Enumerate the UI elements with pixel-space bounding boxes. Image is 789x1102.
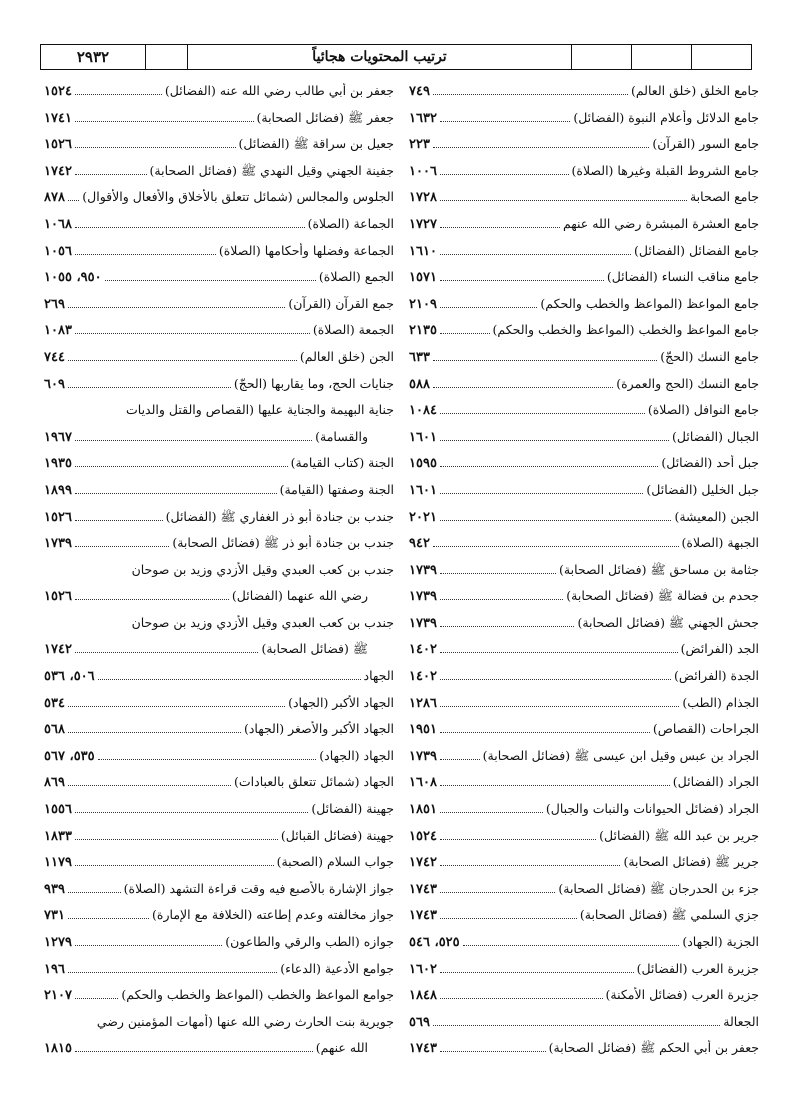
entry-page-number: ١٧٢٧ <box>409 216 437 232</box>
index-entry <box>44 105 394 132</box>
dot-leader <box>440 599 563 600</box>
index-entry <box>44 583 394 610</box>
entry-page-number: ٩٤٢ <box>409 536 430 552</box>
entry-title: الجهاد (شمائل تتعلق بالعبادات) <box>234 774 394 790</box>
entry-page-number: ١٦٣٢ <box>409 110 437 126</box>
index-entry <box>409 1009 759 1036</box>
dot-leader <box>75 652 259 653</box>
entry-page-number: ١٠٨٤ <box>409 403 437 419</box>
dot-leader <box>440 573 556 574</box>
entry-title: جزيرة العرب (فضائل الأمكنة) <box>605 987 759 1003</box>
dot-leader <box>440 121 570 122</box>
index-entry <box>409 264 759 291</box>
entry-page-number: ١٦٠١ <box>409 482 437 498</box>
entry-title: جامع السور (القرآن) <box>652 136 759 152</box>
dot-leader <box>440 254 631 255</box>
index-entry <box>44 264 394 291</box>
entry-title: جامع الشروط القبلة وغيرها (الصلاة) <box>571 162 759 178</box>
index-entry <box>409 690 759 717</box>
dot-leader <box>440 493 643 494</box>
header-cell-blank <box>691 45 751 69</box>
dot-leader <box>68 732 241 733</box>
index-entry <box>409 504 759 531</box>
index-entry <box>44 238 394 265</box>
header-cell-blank <box>631 45 691 69</box>
entry-title: جامع المواعظ والخطب (المواعظ والخطب والحكم) <box>492 322 759 338</box>
dot-leader <box>75 945 222 946</box>
dot-leader <box>440 812 543 813</box>
entry-title: الجماعة (الصلاة) <box>307 215 394 231</box>
entry-page-number: ١٥٢٦ <box>44 509 72 525</box>
entry-title: جامع المواعظ (المواعظ والخطب والحكم) <box>540 295 759 311</box>
index-entry <box>409 956 759 983</box>
entry-title: الجلوس والمجالس (شمائل تتعلق بالأخلاق والأفعال والأقوال) <box>82 189 394 205</box>
entry-title: جزيرة العرب (الفضائل) <box>636 960 759 976</box>
index-entry <box>409 796 759 823</box>
entry-title: الجذام (الطب) <box>682 694 759 710</box>
entry-title: الجبال (الفضائل) <box>672 428 759 444</box>
index-entry <box>409 557 759 584</box>
dot-leader <box>68 785 231 786</box>
entry-title: الجبن (المعيشة) <box>674 508 759 524</box>
entry-title: الجراد بن عبس وقيل ابن عيسى ﷺ (فضائل الصحابة) <box>482 747 759 763</box>
index-entry <box>409 105 759 132</box>
index-entry <box>44 397 394 424</box>
entry-page-number: ١٨٣٣ <box>44 828 72 844</box>
index-entry <box>44 876 394 903</box>
dot-leader <box>440 333 490 334</box>
index-entry <box>409 849 759 876</box>
entry-title: جندب بن كعب العبدي وقيل الأزدي وزيد بن صوحان <box>131 561 394 577</box>
dot-leader <box>440 520 672 521</box>
dot-leader <box>440 280 604 281</box>
entry-page-number: ١٧٤٣ <box>409 881 437 897</box>
dot-leader <box>440 892 555 893</box>
dot-leader <box>75 812 308 813</box>
entry-page-number: ٢٠٢١ <box>409 509 437 525</box>
index-entry <box>44 716 394 743</box>
entry-page-number: ١٥٢٤ <box>409 828 437 844</box>
entry-title: جبل أحد (الفضائل) <box>661 455 759 471</box>
dot-leader <box>433 94 628 95</box>
entry-page-number: ١٠٥٦ <box>44 243 72 259</box>
index-entry <box>44 743 394 770</box>
dot-leader <box>440 440 669 441</box>
index-entry <box>44 796 394 823</box>
index-entry <box>44 690 394 717</box>
index-entry <box>409 424 759 451</box>
dot-leader <box>440 759 480 760</box>
dot-leader <box>68 307 285 308</box>
entry-page-number: ١٧٤٣ <box>409 908 437 924</box>
entry-page-number: ١٩٥١ <box>409 722 437 738</box>
entry-page-number: ١٧٣٩ <box>409 562 437 578</box>
dot-leader <box>68 892 121 893</box>
index-column-right <box>409 78 759 1062</box>
entry-title: الجهاد (الجهاد) <box>319 747 394 763</box>
entry-page-number: ٢٦٩ <box>44 296 65 312</box>
entry-page-number: ١٧٣٩ <box>409 748 437 764</box>
entry-page-number: ١٦١٠ <box>409 243 437 259</box>
dot-leader <box>440 307 537 308</box>
dot-leader <box>75 546 169 547</box>
dot-leader <box>105 280 316 281</box>
index-entry <box>44 504 394 531</box>
entry-page-number: ٧٤٩ <box>409 84 430 99</box>
index-entry <box>44 158 394 185</box>
entry-page-number: ١٤٠٢ <box>409 669 437 685</box>
index-entry <box>409 344 759 371</box>
entry-title: الجراد (فضائل الحيوانات والنبات والجبال) <box>545 801 759 817</box>
entry-page-number: ١٧٤٢ <box>409 855 437 871</box>
entry-title: الجنة (كتاب القيامة) <box>290 455 394 471</box>
entry-title: الجمعة (الصلاة) <box>312 322 394 338</box>
entry-title: الجدة (الفرائض) <box>674 668 759 684</box>
index-entry <box>409 131 759 158</box>
entry-title: ﷺ (فضائل الصحابة) <box>261 641 368 657</box>
index-entry <box>409 1035 759 1062</box>
dot-leader <box>440 785 670 786</box>
dot-leader <box>68 706 285 707</box>
entry-page-number: ٧٣١ <box>44 908 65 924</box>
dot-leader <box>440 413 645 414</box>
dot-leader <box>440 1051 546 1052</box>
entry-page-number: ٩٣٩ <box>44 881 65 897</box>
index-entry <box>44 902 394 929</box>
entry-title: جزء بن الحدرجان ﷺ (فضائل الصحابة) <box>558 880 759 896</box>
dot-leader <box>75 440 312 441</box>
entry-page-number: ١١٧٩ <box>44 855 72 871</box>
dot-leader <box>440 652 678 653</box>
entry-page-number: ٥٨٨ <box>409 376 430 392</box>
index-entry <box>44 1035 394 1062</box>
index-entry <box>44 663 394 690</box>
entry-title: جويرية بنت الحارث رضي الله عنها (أمهات المؤمنين رضي <box>96 1013 394 1029</box>
entry-page-number: ١٧٤١ <box>44 110 72 126</box>
dot-leader <box>75 174 147 175</box>
index-entry <box>44 291 394 318</box>
entry-page-number: ١٧٣٩ <box>409 615 437 631</box>
dot-leader <box>440 972 634 973</box>
entry-page-number: ٥٠٦، ٥٣٦ <box>44 669 95 685</box>
dot-leader <box>75 839 278 840</box>
entry-title: جواب السلام (الصحبة) <box>276 854 394 870</box>
index-entry <box>44 823 394 850</box>
dot-leader <box>433 387 613 388</box>
entry-title: جحدم بن فضالة ﷺ (فضائل الصحابة) <box>566 588 759 604</box>
index-entry <box>44 424 394 451</box>
index-entry <box>44 557 394 584</box>
index-entry <box>44 78 394 105</box>
index-entry <box>409 769 759 796</box>
entry-title: جرير ﷺ (فضائل الصحابة) <box>623 854 759 870</box>
entry-title: جواز الإشارة بالأصبع فيه وقت قراءة التشهد (الصلاة) <box>123 880 394 896</box>
dot-leader <box>75 520 163 521</box>
dot-leader <box>440 679 671 680</box>
dot-leader <box>75 121 254 122</box>
index-entry <box>409 450 759 477</box>
entry-title: جامع مناقب النساء (الفضائل) <box>606 269 759 285</box>
entry-title: الجراحات (القصاص) <box>652 721 759 737</box>
index-entry <box>409 78 759 105</box>
entry-title: جوامع الأدعية (الدعاء) <box>280 960 394 976</box>
entry-page-number: ١٢٨٦ <box>409 695 437 711</box>
entry-title: جندب بن جنادة أبو ذر ﷺ (فضائل الصحابة) <box>172 535 394 551</box>
dot-leader <box>75 493 277 494</box>
index-column-left <box>44 78 394 1062</box>
entry-title: جندب بن كعب العبدي وقيل الأزدي وزيد بن صوحان <box>131 614 394 630</box>
entry-title: جعفر بن أبي الحكم ﷺ (فضائل الصحابة) <box>548 1040 759 1056</box>
entry-title: جنايات الحج، وما يقاربها (الحجّ) <box>233 375 394 391</box>
entry-page-number: ٥٣٥، ٥٦٧ <box>44 748 95 764</box>
dot-leader <box>68 918 149 919</box>
entry-page-number: ١٠٠٦ <box>409 163 437 179</box>
dot-leader <box>75 94 162 95</box>
entry-title: جثامة بن مساحق ﷺ (فضائل الصحابة) <box>559 561 759 577</box>
index-entry <box>44 769 394 796</box>
entry-page-number: ٥٦٩ <box>409 1014 430 1030</box>
index-entry <box>409 211 759 238</box>
entry-title: الجهاد الأكبر والأصغر (الجهاد) <box>243 721 394 737</box>
entry-title: جندب بن جنادة أبو ذر الغفاري ﷺ (الفضائل) <box>165 508 394 524</box>
entry-title: جزي السلمي ﷺ (فضائل الصحابة) <box>579 907 759 923</box>
entry-page-number: ١٧٤٢ <box>44 642 72 658</box>
header-cell-blank <box>145 45 187 69</box>
entry-page-number: ١٦٠١ <box>409 429 437 445</box>
entry-page-number: ٧٤٤ <box>44 349 65 365</box>
dot-leader <box>440 626 575 627</box>
index-entry <box>409 716 759 743</box>
index-entry <box>409 158 759 185</box>
dot-leader <box>433 546 679 547</box>
dot-leader <box>75 865 274 866</box>
entry-title: الجمع (الصلاة) <box>318 269 394 285</box>
dot-leader <box>440 918 577 919</box>
entry-page-number: ٦٣٣ <box>409 349 430 365</box>
page-number: ٢٩٣٢ <box>76 48 110 66</box>
entry-page-number: ٢١٠٧ <box>44 988 72 1004</box>
entry-page-number: ١٦٠٢ <box>409 961 437 977</box>
entry-title: جامع الخلق (خلق العالم) <box>630 83 759 98</box>
entry-title: جامع العشرة المبشرة رضي الله عنهم <box>562 215 759 231</box>
entry-page-number: ٥٣٤ <box>44 695 65 711</box>
dot-leader <box>433 147 649 148</box>
dot-leader <box>75 227 305 228</box>
index-entry <box>44 849 394 876</box>
entry-page-number: ٢١٠٩ <box>409 296 437 312</box>
entry-title: الجبهة (الصلاة) <box>681 535 759 551</box>
entry-page-number: ١٨١٥ <box>44 1041 72 1057</box>
index-entry <box>409 902 759 929</box>
dot-leader <box>98 679 361 680</box>
dot-leader <box>433 1025 720 1026</box>
dot-leader <box>440 227 560 228</box>
dot-leader <box>75 254 216 255</box>
entry-page-number: ١٦٠٨ <box>409 775 437 791</box>
dot-leader <box>68 360 297 361</box>
entry-page-number: ١٩٦ <box>44 961 65 977</box>
index-entry <box>409 291 759 318</box>
entry-title: جامع النسك (الحج والعمرة) <box>616 375 759 391</box>
entry-title: والقسامة) <box>315 428 368 444</box>
entry-page-number: ١٧٢٨ <box>409 190 437 206</box>
dot-leader <box>440 466 658 467</box>
index-entry <box>409 371 759 398</box>
entry-page-number: ١٠٨٣ <box>44 323 72 339</box>
entry-title: جمع القرآن (القرآن) <box>288 295 394 311</box>
index-entry <box>409 238 759 265</box>
entry-page-number: ١٨٩٩ <box>44 482 72 498</box>
entry-page-number: ١٩٣٥ <box>44 456 72 472</box>
index-entry <box>409 583 759 610</box>
entry-title: الجماعة وفضلها وأحكامها (الصلاة) <box>218 242 394 258</box>
entry-title: جامع النوافل (الصلاة) <box>647 402 759 418</box>
entry-title: الجهاد الأكبر (الجهاد) <box>288 694 394 710</box>
index-entry <box>409 663 759 690</box>
entry-title: جبل الخليل (الفضائل) <box>646 481 759 497</box>
index-entry <box>409 397 759 424</box>
entry-page-number: ١٤٠٢ <box>409 642 437 658</box>
entry-title: الجزية (الجهاد) <box>682 934 759 949</box>
header-cell-blank <box>571 45 631 69</box>
entry-page-number: ١٧٤٢ <box>44 163 72 179</box>
dot-leader <box>75 998 118 999</box>
entry-title: جعفر ﷺ (فضائل الصحابة) <box>256 109 394 125</box>
dot-leader <box>440 732 650 733</box>
index-entry <box>44 929 394 956</box>
index-entry <box>409 876 759 903</box>
index-entry <box>44 1009 394 1036</box>
entry-page-number: ١٨٥١ <box>409 802 437 818</box>
index-entry <box>44 371 394 398</box>
dot-leader <box>440 998 603 999</box>
dot-leader <box>68 972 277 973</box>
entry-title: رضي الله عنهما (الفضائل) <box>231 588 368 604</box>
entry-title: جواز مخالفته وعدم إطاعته (الخلافة مع الإمارة) <box>152 907 394 923</box>
dot-leader <box>68 200 79 201</box>
index-entry <box>409 929 759 956</box>
entry-title: جامع النسك (الحجّ) <box>660 348 759 364</box>
entry-title: الجراد (الفضائل) <box>672 774 759 790</box>
index-entry <box>409 636 759 663</box>
dot-leader <box>463 945 680 946</box>
entry-page-number: ١٥٢٦ <box>44 137 72 153</box>
entry-page-number: ١٠٦٨ <box>44 216 72 232</box>
entry-title: جوامع المواعظ والخطب (المواعظ والخطب والحكم) <box>121 987 394 1003</box>
dot-leader <box>440 200 687 201</box>
dot-leader <box>440 839 596 840</box>
index-entry <box>409 610 759 637</box>
entry-page-number: ٢٢٣ <box>409 137 430 153</box>
entry-page-number: ٥٦٨ <box>44 722 65 738</box>
index-entry <box>409 477 759 504</box>
entry-title: جامع الفضائل (الفضائل) <box>634 242 759 258</box>
entry-title: جحش الجهني ﷺ (فضائل الصحابة) <box>577 614 759 630</box>
entry-page-number: ١٥٩٥ <box>409 456 437 472</box>
index-entry <box>44 450 394 477</box>
dot-leader <box>75 1051 313 1052</box>
entry-title: جامع الصحابة <box>689 189 759 205</box>
entry-title: جهينة (الفضائل) <box>311 801 394 817</box>
dot-leader <box>440 865 621 866</box>
entry-title: الجعالة <box>723 1013 759 1029</box>
entry-title: جعفر بن أبي طالب رضي الله عنه (الفضائل) <box>164 83 394 98</box>
entry-page-number: ١٧٣٩ <box>44 536 72 552</box>
dot-leader <box>98 759 317 760</box>
entry-page-number: ٨٦٩ <box>44 775 65 791</box>
index-entry <box>409 317 759 344</box>
index-entry <box>44 636 394 663</box>
dot-leader <box>440 174 569 175</box>
entry-title: جعيل بن سراقة ﷺ (الفضائل) <box>238 136 394 152</box>
index-entry <box>409 530 759 557</box>
page-header <box>40 44 752 70</box>
index-entry <box>44 211 394 238</box>
entry-page-number: ١٨٤٨ <box>409 988 437 1004</box>
index-entry <box>44 317 394 344</box>
index-entry <box>409 184 759 211</box>
entry-title: جفينة الجهني وقيل النهدي ﷺ (فضائل الصحابة) <box>149 162 394 178</box>
index-entry <box>44 956 394 983</box>
entry-title: الله عنهم) <box>315 1040 368 1056</box>
entry-title: الجنة وصفتها (القيامة) <box>279 481 394 497</box>
index-entry <box>44 530 394 557</box>
entry-page-number: ٦٠٩ <box>44 376 65 392</box>
index-entry <box>44 477 394 504</box>
dot-leader <box>75 599 229 600</box>
entry-page-number: ١٥٧١ <box>409 270 437 286</box>
entry-page-number: ١٥٢٤ <box>44 84 72 99</box>
entry-page-number: ٨٧٨ <box>44 190 65 206</box>
entry-page-number: ١٩٦٧ <box>44 429 72 445</box>
page-title: ترتيب المحتويات هجائياً <box>187 45 571 69</box>
entry-page-number: ١٧٣٩ <box>409 589 437 605</box>
dot-leader <box>75 147 236 148</box>
index-entry <box>44 184 394 211</box>
entry-page-number: ٢١٣٥ <box>409 323 437 339</box>
index-entry <box>409 743 759 770</box>
dot-leader <box>68 387 231 388</box>
index-entry <box>44 344 394 371</box>
entry-title: جناية البهيمة والجناية عليها (القصاص والقتل والديات <box>126 402 394 418</box>
index-entry <box>409 982 759 1009</box>
entry-title: جهينة (فضائل القبائل) <box>280 827 394 843</box>
entry-title: جرير بن عبد الله ﷺ (الفضائل) <box>599 827 759 843</box>
index-entry <box>44 982 394 1009</box>
dot-leader <box>440 706 679 707</box>
entry-title: الجهاد <box>363 668 394 684</box>
entry-page-number: ١٥٢٦ <box>44 589 72 605</box>
entry-page-number: ٩٥٠، ١٠٥٥ <box>44 270 102 286</box>
entry-title: الجد (الفرائض) <box>680 641 759 657</box>
dot-leader <box>433 360 657 361</box>
entry-page-number: ١٥٥٦ <box>44 802 72 818</box>
entry-title: جامع الدلائل وأعلام النبوة (الفضائل) <box>573 109 759 125</box>
dot-leader <box>75 466 288 467</box>
dot-leader <box>75 333 310 334</box>
entry-page-number: ١٢٧٩ <box>44 935 72 950</box>
index-entry <box>44 610 394 637</box>
entry-title: جوازه (الطب والرقي والطاعون) <box>225 934 394 949</box>
entry-title: الجن (خلق العالم) <box>299 348 394 364</box>
entry-page-number: ١٧٤٣ <box>409 1041 437 1057</box>
index-entry <box>44 131 394 158</box>
index-entry <box>409 823 759 850</box>
entry-page-number: ٥٢٥، ٥٤٦ <box>409 935 460 950</box>
